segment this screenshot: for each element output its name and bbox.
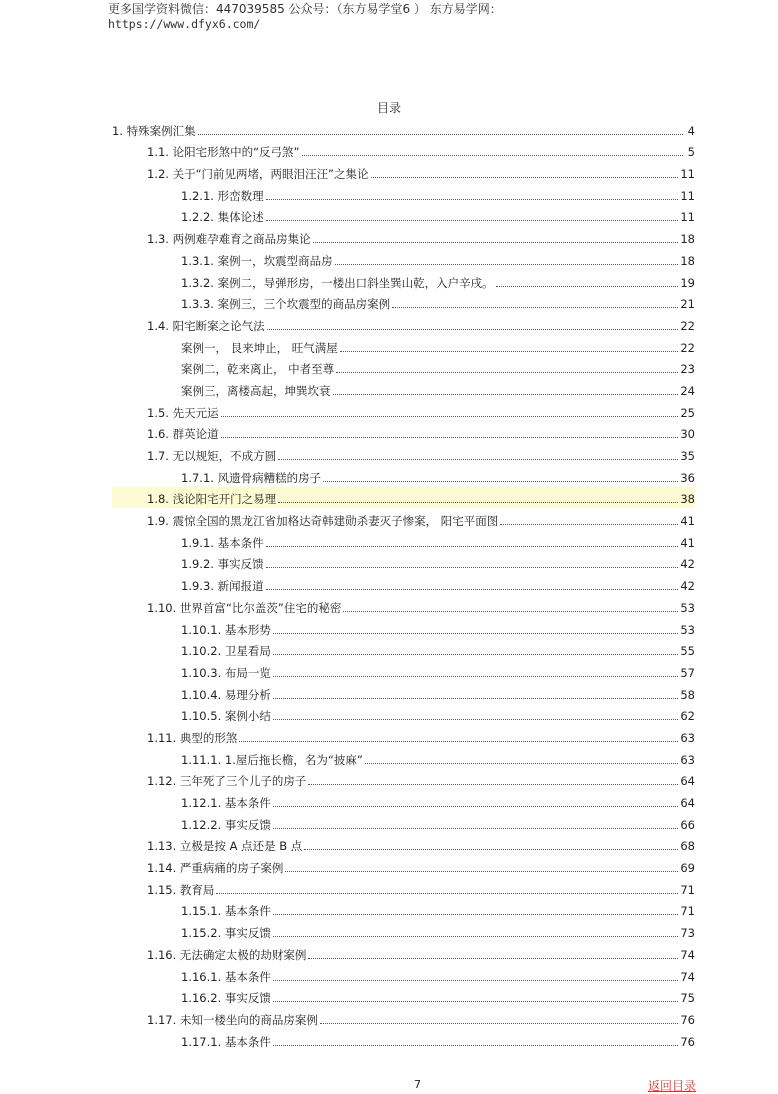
toc-entry[interactable] [112,617,695,639]
toc-entry-label: 1.10.1. 基本形势 [181,622,271,637]
toc-entry[interactable] [112,1029,695,1051]
toc-entry-page: 41 [680,535,695,550]
toc-entry-label: 1.6. 群英论道 [147,427,219,442]
toc-entry-page: 5 [687,145,695,160]
toc-entry-label: 1.4. 阳宅断案之论气法 [147,318,265,333]
toc-entry-page: 18 [680,232,695,247]
toc-entry-page: 4 [687,123,695,138]
toc-entry-label: 1.12.2. 事实反馈 [181,817,271,832]
toc-entry-page: 42 [680,579,695,594]
toc-entry-label: 1.3.2. 案例二，导弹形房，一楼出口斜坐巽山乾，入户辛戌。 [181,275,494,290]
toc-entry-label: 1.3. 两例难孕难育之商品房集论 [147,232,311,247]
toc-entry-page: 23 [680,362,695,377]
toc-dot-leader [266,199,679,200]
toc-dot-leader [267,329,679,330]
toc-entry[interactable] [112,422,695,444]
toc-dot-leader [273,828,678,829]
toc-entry[interactable] [112,378,695,400]
toc-entry-page: 62 [680,709,695,724]
toc-dot-leader [336,372,678,373]
toc-entry[interactable] [112,682,695,704]
toc-dot-leader [323,481,678,482]
toc-dot-leader [340,351,679,352]
toc-entry[interactable] [112,704,695,726]
toc-entry-page: 30 [680,427,695,442]
toc-entry-label: 1.16.2. 事实反馈 [181,991,271,1006]
toc-entry-page: 68 [680,839,695,854]
table-of-contents [112,118,695,1051]
toc-dot-leader [371,177,679,178]
toc-entry-label: 1.10.3. 布局一览 [181,665,271,680]
toc-dot-leader [273,698,678,699]
toc-entry-label: 1.3.1. 案例一，坎震型商品房 [181,253,333,268]
toc-entry-label: 1.15. 教育局 [147,882,215,897]
toc-entry-label: 1. 特殊案例汇集 [112,123,196,138]
toc-entry-label: 1.2.2. 集体论述 [181,210,264,225]
toc-entry[interactable] [112,986,695,1008]
toc-dot-leader [320,1023,678,1024]
toc-entry-label: 案例二，乾来离止， 中者至尊 [181,362,335,377]
toc-entry[interactable] [112,834,695,856]
toc-entry-page: 55 [680,644,695,659]
toc-entry-page: 19 [680,275,695,290]
toc-entry-label: 1.9.2. 事实反馈 [181,557,264,572]
toc-dot-leader [273,633,678,634]
toc-dot-leader [266,567,679,568]
page-number: 7 [414,1078,421,1091]
toc-entry[interactable] [112,899,695,921]
toc-entry[interactable] [112,552,695,574]
toc-entry-page: 41 [680,514,695,529]
toc-entry[interactable] [112,292,695,314]
toc-entry-page: 11 [680,188,695,203]
toc-entry-page: 69 [680,861,695,876]
toc-entry-page: 63 [680,752,695,767]
toc-dot-leader [304,849,678,850]
toc-dot-leader [500,524,678,525]
toc-entry[interactable] [112,725,695,747]
toc-dot-leader [221,416,679,417]
toc-dot-leader [216,893,678,894]
toc-entry-label: 1.15.1. 基本条件 [181,904,271,919]
toc-entry[interactable] [112,270,695,292]
toc-entry[interactable] [112,357,695,379]
toc-entry-page: 64 [680,774,695,789]
toc-entry-label: 1.8. 浅论阳宅开门之易理 [147,492,277,507]
toc-entry-label: 案例一， 艮来坤止， 旺气满屋 [181,340,338,355]
toc-entry-label: 1.10. 世界首富“比尔盖茨”住宅的秘密 [147,600,342,615]
toc-entry[interactable] [112,508,695,530]
toc-entry[interactable] [112,942,695,964]
toc-dot-leader [266,546,679,547]
toc-dot-leader [333,394,679,395]
toc-entry-label: 1.10.2. 卫星看局 [181,644,271,659]
toc-dot-leader [266,220,679,221]
toc-entry-label: 1.12.1. 基本条件 [181,796,271,810]
toc-entry-label: 1.17.1. 基本条件 [181,1034,271,1049]
toc-entry-label: 1.14. 严重病痛的房子案例 [147,861,284,876]
toc-entry-label: 1.9.1. 基本条件 [181,535,264,550]
toc-dot-leader [273,1045,678,1046]
toc-entry-page: 74 [680,969,695,984]
toc-entry[interactable] [112,487,695,509]
toc-entry[interactable] [112,248,695,270]
toc-entry-label: 1.7.1. 风遗骨病糟糕的房子 [181,470,322,485]
header-contact-line: 更多国学资料微信：447039585 公众号：（东方易学堂6 ） 东方易学网： [108,2,502,16]
toc-entry-page: 24 [680,383,695,398]
toc-entry-page: 11 [680,210,695,225]
toc-entry-label: 1.11.1. 1.屋后拖长檐，名为“披麻” [181,752,363,767]
toc-entry[interactable] [112,1007,695,1029]
toc-entry[interactable] [112,465,695,487]
toc-entry-page: 75 [680,991,695,1006]
toc-entry[interactable] [112,205,695,227]
toc-entry-page: 21 [680,297,695,312]
toc-dot-leader [273,936,678,937]
toc-dot-leader [302,155,683,156]
toc-entry[interactable] [112,118,695,140]
toc-entry-label: 1.10.5. 案例小结 [181,709,271,724]
toc-entry-label: 1.3.3. 案例三，三个坎震型的商品房案例 [181,297,391,312]
toc-entry-page: 71 [680,904,695,919]
toc-entry[interactable] [112,747,695,769]
toc-entry[interactable] [112,313,695,335]
toc-entry-label: 1.7. 无以规矩，不成方圆 [147,449,277,463]
toc-entry-label: 1.2.1. 形峦数理 [181,188,264,203]
toc-entry-page: 63 [680,730,695,745]
toc-entry-page: 18 [680,253,695,268]
toc-entry-label: 1.9.3. 新闻报道 [181,579,264,594]
toc-entry-page: 57 [680,665,695,680]
toc-entry-label: 1.10.4. 易理分析 [181,687,271,702]
toc-dot-leader [273,676,678,677]
toc-entry-label: 1.1. 论阳宅形煞中的“反弓煞” [147,145,300,160]
toc-entry-page: 53 [680,622,695,637]
toc-dot-leader [239,741,678,742]
toc-entry[interactable] [112,573,695,595]
toc-entry[interactable] [112,335,695,357]
toc-entry-page: 22 [680,318,695,333]
toc-dot-leader [308,784,678,785]
toc-title: 目录 [376,101,401,115]
header-website-url[interactable]: https://www.dfyx6.com/ [108,17,261,31]
toc-entry[interactable] [112,920,695,942]
toc-dot-leader [496,286,679,287]
toc-entry-page: 74 [680,947,695,962]
toc-dot-leader [343,611,678,612]
toc-entry[interactable] [112,595,695,617]
toc-entry[interactable] [112,530,695,552]
toc-entry-label: 1.13. 立极是按 A 点还是 B 点 [147,839,303,854]
toc-entry[interactable] [112,790,695,812]
toc-dot-leader [221,437,679,438]
toc-dot-leader [278,502,678,503]
toc-entry-label: 1.15.2. 事实反馈 [181,926,271,941]
toc-entry[interactable] [112,161,695,183]
toc-entry-label: 1.5. 先天元运 [147,405,219,420]
toc-entry-page: 42 [680,557,695,572]
toc-entry-page: 36 [680,470,695,485]
toc-dot-leader [273,914,678,915]
toc-entry[interactable] [112,400,695,422]
toc-entry[interactable] [112,443,695,465]
toc-entry-page: 76 [680,1034,695,1049]
toc-entry[interactable] [112,226,695,248]
toc-entry-label: 1.16. 无法确定太极的劫财案例 [147,947,307,962]
toc-entry[interactable] [112,639,695,661]
toc-entry[interactable] [112,769,695,791]
toc-dot-leader [273,654,678,655]
toc-dot-leader [273,719,678,720]
toc-entry-label: 1.16.1. 基本条件 [181,969,271,984]
toc-dot-leader [335,264,679,265]
toc-entry-page: 58 [680,687,695,702]
toc-entry-label: 案例三，离楼高起，坤巽坎衰 [181,383,331,398]
toc-dot-leader [308,958,678,959]
toc-dot-leader [392,307,678,308]
toc-dot-leader [273,1001,678,1002]
toc-entry[interactable] [112,812,695,834]
toc-entry-page: 76 [680,1012,695,1027]
toc-dot-leader [273,980,678,981]
toc-entry-page: 11 [680,167,695,182]
toc-entry-page: 71 [680,882,695,897]
toc-entry[interactable] [112,183,695,205]
toc-entry[interactable] [112,877,695,899]
page-header [108,2,502,32]
toc-dot-leader [278,459,678,460]
toc-entry-page: 38 [680,492,695,507]
toc-entry-page: 66 [680,817,695,832]
toc-dot-leader [313,242,679,243]
toc-dot-leader [273,806,678,807]
toc-entry-page: 25 [680,405,695,420]
toc-dot-leader [198,134,683,135]
toc-entry-label: 1.11. 典型的形煞 [147,730,238,745]
toc-dot-leader [285,871,678,872]
toc-dot-leader [365,763,679,764]
toc-dot-leader [266,589,679,590]
toc-entry-page: 22 [680,340,695,355]
toc-entry-page: 35 [680,449,695,463]
toc-entry-label: 1.12. 三年死了三个儿子的房子 [147,774,307,789]
toc-entry-page: 64 [680,796,695,810]
toc-entry-label: 1.17. 未知一楼坐向的商品房案例 [147,1012,318,1027]
toc-entry-page: 53 [680,600,695,615]
back-to-toc-link[interactable]: 返回目录 [648,1079,697,1093]
toc-entry[interactable] [112,140,695,162]
toc-entry[interactable] [112,855,695,877]
toc-entry-page: 73 [680,926,695,941]
toc-entry-label: 1.2. 关于“门前见两堵，两眼泪汪汪”之集论 [147,167,369,182]
toc-entry[interactable] [112,660,695,682]
toc-entry[interactable] [112,964,695,986]
toc-entry-label: 1.9. 震惊全国的黑龙江省加格达奇韩建勋杀妻灭子惨案， 阳宅平面图 [147,514,499,529]
